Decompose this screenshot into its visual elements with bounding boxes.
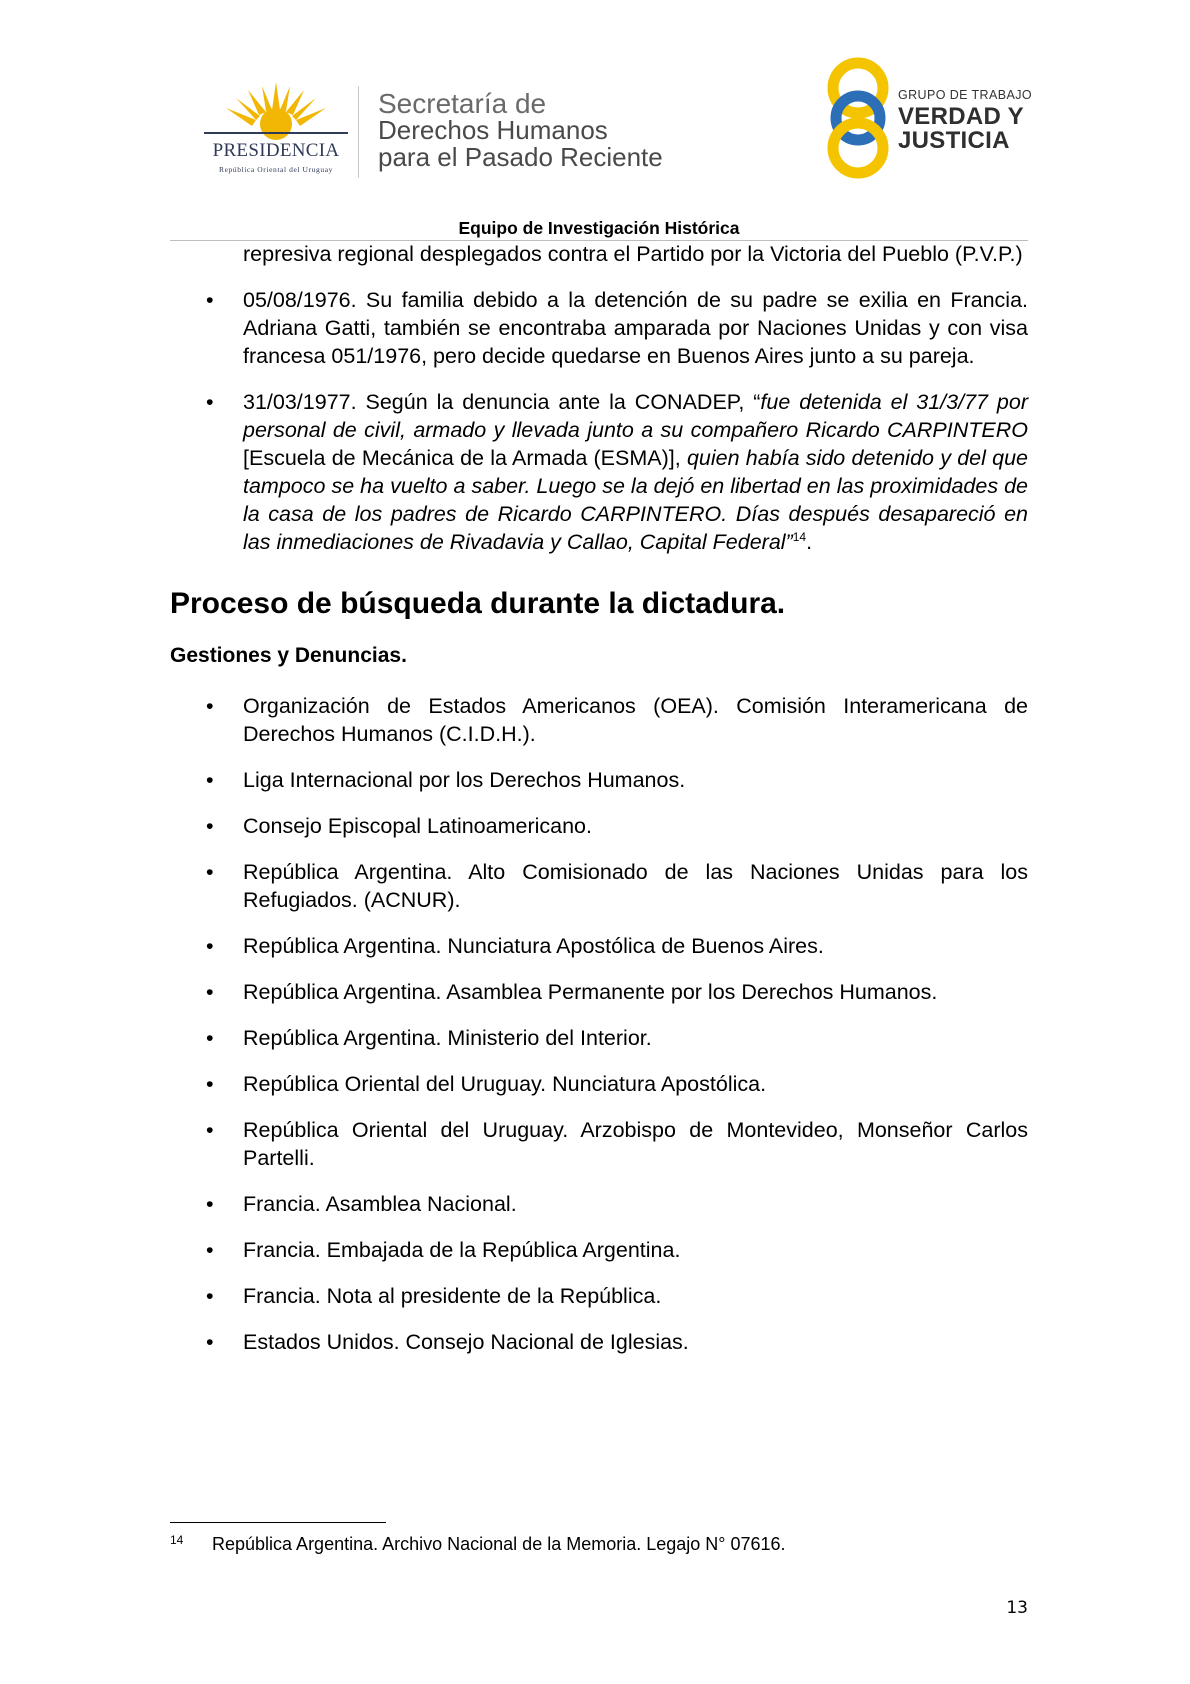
gestion-text: Liga Internacional por los Derechos Humanos. xyxy=(243,768,686,792)
footnote-separator xyxy=(170,1522,386,1523)
list-item xyxy=(170,1116,1028,1172)
bullet-icon: • xyxy=(206,288,214,312)
bullet-icon: • xyxy=(206,390,214,414)
gestion-text: Francia. Embajada de la República Argentina. xyxy=(243,1238,681,1262)
list-item xyxy=(170,978,1028,1006)
list-item xyxy=(170,812,1028,840)
secretaria-line-3: para el Pasado Reciente xyxy=(378,142,663,172)
list-item xyxy=(170,1236,1028,1264)
bullet-icon: • xyxy=(206,1238,214,1262)
footnote-number: 14 xyxy=(170,1533,184,1547)
gestion-text: República Oriental del Uruguay. Nunciatura Apostólica. xyxy=(243,1072,767,1096)
list-item xyxy=(170,692,1028,748)
gestion-text: Francia. Nota al presidente de la República. xyxy=(243,1284,662,1308)
bullet-icon: • xyxy=(206,1072,214,1096)
list-item xyxy=(170,1070,1028,1098)
list-item xyxy=(170,286,1028,370)
quote-part-1: fue detenida el 31/3/77 por personal de civil, armado y llevada junto a su compañero Ricardo CARPINTERO xyxy=(243,390,1028,442)
gestion-text: Estados Unidos. Consejo Nacional de Iglesias. xyxy=(243,1330,689,1354)
list-item xyxy=(170,1328,1028,1356)
page-body xyxy=(170,240,1028,1356)
presidencia-wordmark: PRESIDENCIA xyxy=(212,140,340,161)
gestion-text: Organización de Estados Americanos (OEA). Comisión Interamericana de Derechos Humanos (C.I.D.H.). xyxy=(243,694,1028,746)
rings-icon xyxy=(822,56,894,180)
continuation-paragraph: represiva regional desplegados contra el Partido por la Victoria del Pueblo (P.V.P.) xyxy=(243,242,1023,266)
bullet-icon: • xyxy=(206,1330,214,1354)
secretaria-line-2: Derechos Humanos xyxy=(378,115,608,145)
gestion-text: Francia. Asamblea Nacional. xyxy=(243,1192,517,1216)
page-header xyxy=(0,0,1190,240)
secretaria-line-1: Secretaría de xyxy=(378,88,547,119)
gestion-text: República Argentina. Ministerio del Interior. xyxy=(243,1026,652,1050)
bullet-icon: • xyxy=(206,1284,214,1308)
footnote-reference[interactable]: 14 xyxy=(792,529,807,544)
bullet-icon: • xyxy=(206,1026,214,1050)
presidencia-logo xyxy=(196,80,356,180)
logo-divider xyxy=(358,86,359,178)
list-item xyxy=(170,1024,1028,1052)
bullet-icon: • xyxy=(206,1192,214,1216)
section-heading: Proceso de búsqueda durante la dictadura. xyxy=(170,587,786,620)
event-suffix: . xyxy=(806,530,813,554)
gestion-text: Consejo Episcopal Latinoamericano. xyxy=(243,814,592,838)
bullet-icon: • xyxy=(206,860,214,884)
bullet-icon: • xyxy=(206,768,214,792)
event-prefix: 31/03/1977. Según la denuncia ante la CONADEP, “ xyxy=(243,390,761,414)
page-number: 13 xyxy=(1006,1598,1028,1618)
event-text: 05/08/1976. Su familia debido a la detención de su padre se exilia en Francia. Adriana Gatti, también se encontraba amparada por Naciones Unidas y con visa francesa 051/1976, pero decide quedarse en Buenos Aires junto a su pareja. xyxy=(243,288,1028,368)
grupo-trabajo-label: GRUPO DE TRABAJO xyxy=(898,88,1032,102)
list-item xyxy=(170,932,1028,960)
bullet-icon: • xyxy=(206,934,214,958)
presidencia-subtitle: República Oriental del Uruguay xyxy=(218,165,333,174)
justicia-label: JUSTICIA xyxy=(898,127,1010,154)
list-item xyxy=(170,1190,1028,1218)
team-title: Equipo de Investigación Histórica xyxy=(458,218,740,238)
gestion-text: República Argentina. Alto Comisionado de las Naciones Unidas para los Refugiados. (ACNUR). xyxy=(243,860,1028,912)
list-item xyxy=(170,766,1028,794)
verdad-label: VERDAD Y xyxy=(898,103,1024,130)
secretaria-logo-text xyxy=(378,90,663,171)
bullet-icon: • xyxy=(206,694,214,718)
quote-part-2: quien había sido detenido y del que tampoco se ha vuelto a saber. Luego se la dejó en libertad en las proximidades de la casa de los padres de Ricardo CARPINTERO. Días después desapareció en las inmediaciones de Rivadavia y Callao, Capital Federal” xyxy=(243,446,1028,554)
list-item xyxy=(170,388,1028,556)
gestion-text: República Argentina. Nunciatura Apostólica de Buenos Aires. xyxy=(243,934,824,958)
gestion-text: República Oriental del Uruguay. Arzobispo de Montevideo, Monseñor Carlos Partelli. xyxy=(243,1118,1028,1170)
list-item xyxy=(170,1282,1028,1310)
gestion-text: República Argentina. Asamblea Permanente por los Derechos Humanos. xyxy=(243,980,938,1004)
bullet-icon: • xyxy=(206,1118,214,1142)
footnote-text: República Argentina. Archivo Nacional de la Memoria. Legajo N° 07616. xyxy=(212,1534,786,1554)
list-item xyxy=(170,858,1028,914)
subsection-heading: Gestiones y Denuncias. xyxy=(170,644,407,667)
grupo-trabajo-logo xyxy=(822,56,1032,180)
bullet-icon: • xyxy=(206,980,214,1004)
bullet-icon: • xyxy=(206,814,214,838)
bracket-text: [Escuela de Mecánica de la Armada (ESMA)], xyxy=(243,446,687,470)
